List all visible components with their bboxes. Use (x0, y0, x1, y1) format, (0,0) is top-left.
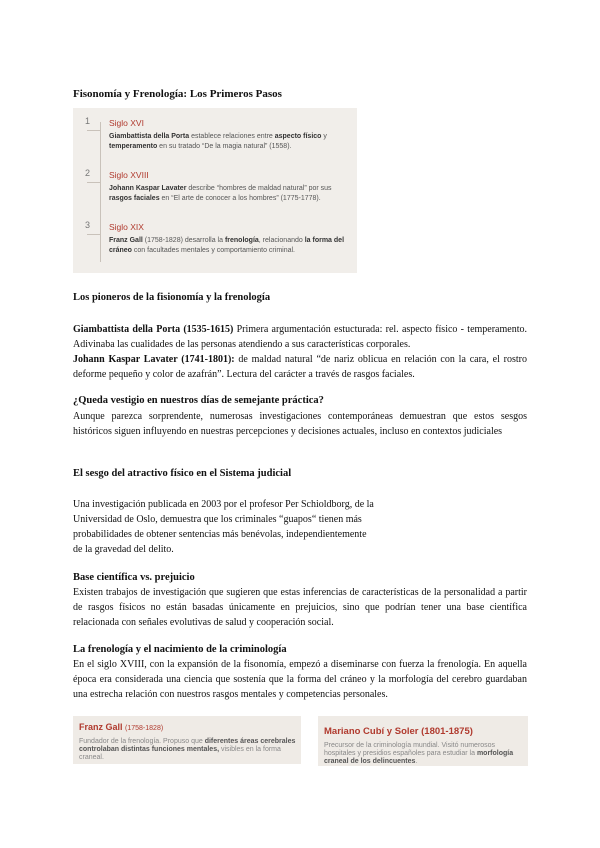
section-heading: El sesgo del atractivo físico en el Sistema judicial (73, 468, 292, 479)
timeline-tick (87, 182, 101, 183)
page-title: Fisonomía y Frenología: Los Primeros Pasos (73, 88, 282, 100)
timeline-century: Siglo XVIII (109, 170, 149, 180)
timeline-number: 1 (85, 116, 91, 126)
card-mariano-cubi (318, 716, 528, 766)
paragraph-judicial: Una investigación publicada en 2003 por el profesor Per Schioldborg, de la Universidad de Oslo, demuestra que los criminales “guapos“ tienen más probabilidades de obtener sentencias más benévolas, independientemente de la gravedad del delito. (73, 499, 374, 555)
timeline-tick (87, 234, 101, 235)
timeline-tick (87, 130, 101, 131)
section-heading: ¿Queda vestigio en nuestros días de semejante práctica? (73, 395, 324, 406)
timeline-century: Siglo XIX (109, 222, 144, 232)
section-heading: Base científica vs. prejuicio (73, 572, 195, 583)
paragraph-pioneers: Giambattista della Porta (1535-1615) Primera argumentación estucturada: rel. aspecto físico - temperamento. Adivinaba las cualidades de las personas atendiendo a sus características corporales. Johann Kaspar Lavater (1741-1801): de maldad natural “de nariz oblicua en relación con la cara, el rostro deforme pequeño y color de azafrán”. Lectura del carácter a través de rasgos faciales. (73, 324, 527, 380)
paragraph-science: Existen trabajos de investigación que sugieren que estas inferencias de características de la personalidad a partir de rasgos físicos no están basadas únicamente en prejuicios, sino que podrían tener una base científica relacionada con señales evolutivas de salud y cooperación social. (73, 587, 527, 628)
paragraph-phrenology: En el siglo XVIII, con la expansión de la fisonomía, empezó a diseminarse con fuerza la frenología. En aquella época era considerada una ciencia que sostenía que la forma del cráneo y la morfología del cerebro guardaban una estrecha relación con nuestros rasgos mentales y competencias personales. (73, 659, 527, 700)
card-text: Fundador de la frenología. Propuso que diferentes áreas cerebrales controlaban distintas funciones mentales, visibles en la forma craneal. (79, 738, 296, 761)
timeline-text: Johann Kaspar Lavater describe “hombres de maldad natural” por sus rasgos faciales en “El arte de conocer a los hombres” (1775-1778). (109, 185, 332, 202)
timeline-infographic (73, 108, 357, 273)
card-title: Mariano Cubí y Soler (1801-1875) (324, 726, 473, 737)
section-heading: Los pioneros de la fisionomía y la frenología (73, 292, 271, 303)
timeline-text: Giambattista della Porta establece relaciones entre aspecto físico y temperamento en su tratado “De la magia natural” (1558). (109, 133, 327, 150)
paragraph-vestige: Aunque parezca sorprendente, numerosas investigaciones contemporáneas demuestran que estos sesgos históricos siguen influyendo en nuestras percepciones y decisiones actuales, incluso en contextos judiciales (73, 411, 527, 437)
timeline-text: Franz Gall (1758-1828) desarrolla la frenología, relacionando la forma del cráneo con facultades mentales y comportamiento criminal. (109, 237, 345, 254)
card-franz-gall (73, 716, 301, 764)
timeline-number: 2 (85, 168, 91, 178)
card-text: Precursor de la criminología mundial. Visitó numerosos hospitales y presidios españoles para estudiar la morfología craneal de los delincuentes. (324, 742, 514, 765)
card-title: Franz Gall (1758-1828) (79, 722, 164, 732)
section-heading: La frenología y el nacimiento de la criminología (73, 644, 287, 655)
timeline-line (100, 122, 101, 262)
timeline-century: Siglo XVI (109, 118, 144, 128)
timeline-number: 3 (85, 220, 91, 230)
